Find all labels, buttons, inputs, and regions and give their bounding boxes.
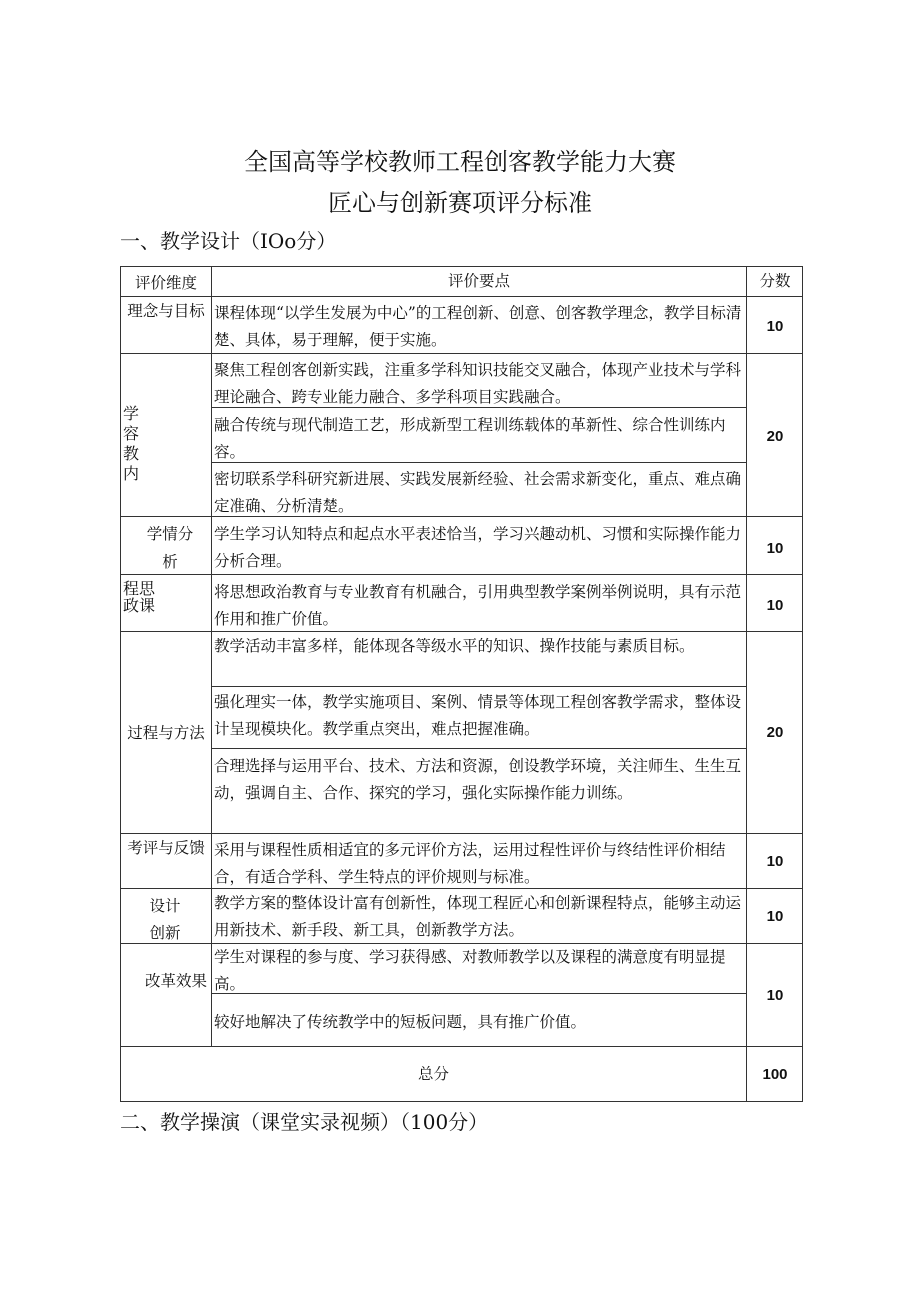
sub-row-divider (211, 748, 746, 749)
row-divider (120, 296, 803, 297)
dimension-assessment-feedback: 考评与反馈 (127, 839, 205, 857)
table-border-bottom (120, 1101, 803, 1102)
score-value: 20 (766, 428, 784, 445)
header-evaluation-points: 评价要点 (447, 272, 510, 290)
evaluation-point: 课程体现“以学生发展为中心”的工程创新、创意、创客教学理念，教学目标清楚、具体，易于理解，便于实施。 (214, 304, 742, 349)
score-value: 10 (766, 853, 784, 870)
evaluation-point: 教学活动丰富多样，能体现各等级水平的知识、操作技能与素质目标。 (214, 637, 695, 655)
dimension-concept-goals: 理念与目标 (127, 302, 205, 320)
evaluation-point: 学生学习认知特点和起点水平表述恰当，学习兴趣动机、习惯和实际操作能力分析合理。 (214, 525, 742, 570)
row-divider (120, 1046, 803, 1047)
dimension-reform-effect: 改革效果 (144, 972, 207, 990)
section-heading-teaching-design: 一、教学设计（IOo分） (120, 229, 337, 253)
score-value: 10 (766, 318, 784, 335)
document-title: 全国高等学校教师工程创客教学能力大赛 (244, 148, 676, 176)
dimension-process-method: 过程与方法 (127, 724, 205, 742)
table-border-left (120, 266, 121, 1102)
score-value: 10 (766, 540, 784, 557)
evaluation-point: 强化理实一体，教学实施项目、案例、情景等体现工程创客教学需求，整体设计呈现模块化。教学重点突出，难点把握准确。 (214, 693, 742, 738)
score-value: 10 (766, 597, 784, 614)
document-subtitle: 匠心与创新赛项评分标准 (328, 189, 592, 217)
evaluation-point: 聚焦工程创客创新实践，注重多学科知识技能交叉融合，体现产业技术与学科理论融合、跨专业能力融合、多学科项目实践融合。 (214, 361, 742, 406)
column-divider-dimension (211, 266, 212, 1046)
evaluation-point: 采用与课程性质相适宜的多元评价方法，运用过程性评价与终结性评价相结合，有适合学科、学生特点的评价规则与标准。 (214, 841, 726, 886)
sub-row-divider (211, 686, 746, 687)
total-score: 100 (762, 1066, 788, 1083)
dimension-design-innovation: 设计创新 (149, 897, 181, 942)
evaluation-point: 学生对课程的参与度、学习获得感、对教师教学以及课程的满意度有明显提高。 (214, 948, 726, 993)
score-value: 20 (766, 724, 784, 741)
evaluation-point: 较好地解决了传统教学中的短板问题，具有推广价值。 (214, 1013, 587, 1031)
evaluation-point: 密切联系学科研究新进展、实践发展新经验、社会需求新变化，重点、难点确定准确、分析清楚。 (214, 470, 742, 515)
dimension-learner-analysis: 学情分析 (146, 525, 194, 571)
section-heading-teaching-demonstration: 二、教学操演（课堂实录视频）（100分） (120, 1110, 489, 1134)
dimension-ideological-politics: 程思政课 (122, 580, 155, 615)
row-divider (120, 833, 803, 834)
header-dimension: 评价维度 (134, 274, 197, 292)
header-score: 分数 (759, 272, 791, 290)
evaluation-point: 合理选择与运用平台、技术、方法和资源，创设教学环境，关注师生、生生互动，强调自主、合作、探究的学习，强化实际操作能力训练。 (214, 757, 742, 802)
score-value: 10 (766, 908, 784, 925)
evaluation-point: 教学方案的整体设计富有创新性，体现工程匠心和创新课程特点，能够主动运用新技术、新手段、新工具，创新教学方法。 (214, 894, 742, 939)
dimension-teaching-content: 学容教内 (122, 404, 139, 483)
evaluation-point: 将思想政治教育与专业教育有机融合，引用典型教学案例举例说明，具有示范作用和推广价值。 (214, 583, 742, 628)
table-border-top (120, 266, 803, 267)
evaluation-point: 融合传统与现代制造工艺，形成新型工程训练载体的革新性、综合性训练内容。 (214, 416, 726, 461)
column-divider-score (746, 266, 747, 1102)
score-value: 10 (766, 987, 784, 1004)
total-label: 总分 (417, 1065, 449, 1083)
table-border-right (802, 266, 803, 1102)
